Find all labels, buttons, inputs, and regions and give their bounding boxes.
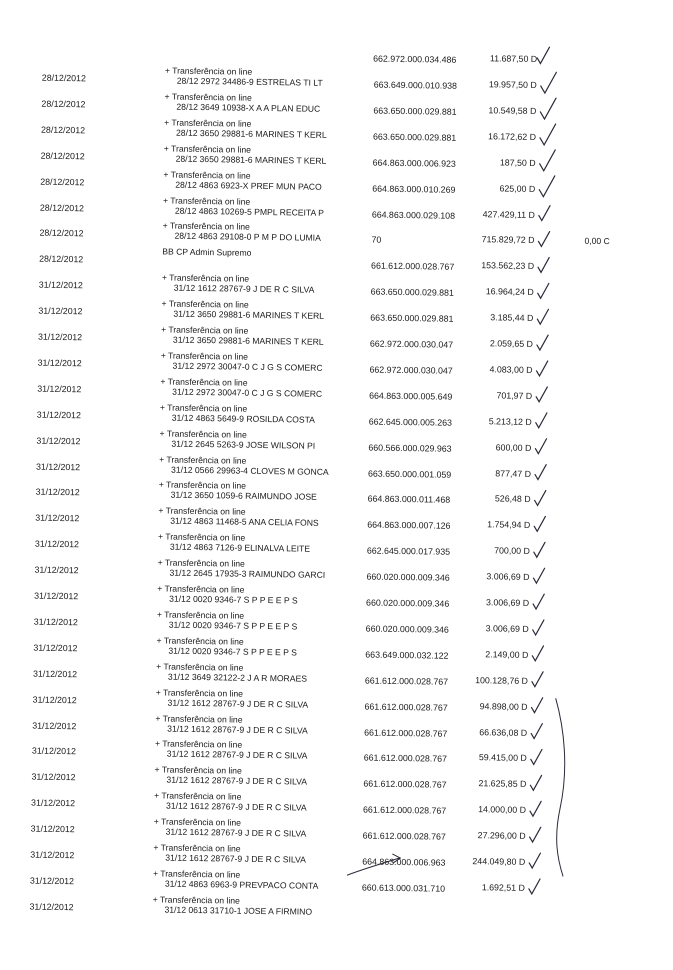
row-account: 660.020.000.009.346 <box>365 623 449 635</box>
row-account: 664.863.000.006.923 <box>372 157 456 169</box>
row-amount: 427.429,11 D <box>482 208 535 220</box>
row-date: 31/12/2012 <box>37 357 82 369</box>
row-date: 31/12/2012 <box>36 461 81 472</box>
row-detail: 31/12 1612 28767-9 J DE R C SILVA <box>166 774 308 787</box>
check-mark-icon <box>537 335 548 350</box>
row-date: 31/12/2012 <box>38 305 83 317</box>
row-amount: 2.059,65 D <box>489 338 534 349</box>
check-mark-icon <box>540 98 556 119</box>
check-mark-icon <box>535 490 546 505</box>
row-amount: 715.829,72 D <box>481 234 535 246</box>
check-mark-icon <box>537 309 548 324</box>
row-type: + Transferência on line <box>159 402 248 414</box>
row-type: + Transferência on line <box>163 143 252 155</box>
row-date: 31/12/2012 <box>32 668 78 679</box>
row-detail: 31/12 4863 5649-9 ROSILDA COSTA <box>171 412 316 425</box>
row-type: + Transferência on line <box>156 661 244 673</box>
row-type: + Transferência on line <box>160 376 248 388</box>
check-mark-icon <box>530 827 541 842</box>
row-type: + Transferência on line <box>152 868 241 880</box>
row-detail: 31/12 3650 1059-6 RAIMUNDO JOSE <box>170 489 317 503</box>
row-type: + Transferência on line <box>154 738 243 751</box>
check-mark-icon <box>533 594 544 609</box>
row-detail: 28/12 3649 10938-X A A PLAN EDUC <box>176 101 321 114</box>
row-amount: 1.692,51 D <box>481 882 525 893</box>
row-detail: 31/12 0020 9346-7 S P P E E P S <box>169 593 298 606</box>
row-type: + Transferência on line <box>152 894 240 906</box>
row-date: 31/12/2012 <box>31 745 76 757</box>
row-date: 28/12/2012 <box>39 202 85 213</box>
row-account: 661.612.000.028.767 <box>371 260 455 273</box>
row-amount: 187,50 D <box>499 157 536 168</box>
row-amount: 66.636,08 D <box>479 726 528 738</box>
row-detail: 31/12 0566 29963-4 CLOVES M GONCA <box>170 464 329 477</box>
row-date: 31/12/2012 <box>34 564 79 576</box>
row-type: + Transferência on line <box>156 635 244 647</box>
row-detail: 28/12 3650 29881-6 MARINES T KERL <box>175 153 327 166</box>
row-date: 31/12/2012 <box>29 875 75 887</box>
row-amount: 3.006,69 D <box>486 571 530 583</box>
row-detail: 31/12 0020 9346-7 S P P E E P S <box>168 645 297 658</box>
row-account: 663.650.000.029.881 <box>372 131 457 143</box>
check-mark-icon <box>536 361 547 376</box>
row-type: + Transferência on line <box>158 505 246 517</box>
row-type: + Transferência on line <box>161 272 250 284</box>
check-mark-icon <box>536 413 547 428</box>
row-amount: 21.625,85 D <box>478 778 527 790</box>
row-type: + Transferência on line <box>157 531 246 543</box>
row-detail: 31/12 0020 9346-7 S P P E E P S <box>168 619 298 632</box>
row-account: 663.650.000.029.881 <box>370 312 454 324</box>
row-date: 28/12/2012 <box>41 124 86 136</box>
row-amount: 10.549,58 D <box>488 105 537 116</box>
row-account: 70 <box>371 234 382 246</box>
check-mark-icon <box>530 801 541 816</box>
row-detail: 31/12 1612 28767-9 J DE R C SILVA <box>165 826 307 839</box>
row-account: 663.650.000.029.881 <box>370 286 454 298</box>
row-date: 31/12/2012 <box>29 901 74 912</box>
row-amount: 14.000,00 D <box>478 804 527 816</box>
row-amount: 526,48 D <box>494 493 531 505</box>
row-type: + Transferência on line <box>154 764 242 776</box>
row-type: + Transferência on line <box>163 169 251 181</box>
row-date: 31/12/2012 <box>32 694 77 705</box>
row-account: 661.612.000.028.767 <box>363 778 447 791</box>
check-mark-icon <box>534 516 545 531</box>
row-type: + Transferência on line <box>156 609 245 621</box>
row-date: 31/12/2012 <box>37 383 82 395</box>
check-mark-icon <box>535 464 546 479</box>
row-date: 31/12/2012 <box>30 823 75 835</box>
row-account: 662.972.000.030.047 <box>369 338 454 350</box>
row-type: + Transferência on line <box>164 117 252 129</box>
row-account: 660.566.000.029.963 <box>368 442 452 454</box>
row-amount: 877,47 D <box>495 467 532 479</box>
row-detail: 28/12 4863 29108-0 P M P DO LUMIA <box>174 231 321 244</box>
row-account: 660.613.000.031.710 <box>361 882 446 894</box>
row-detail: 31/12 3650 29881-6 MARINES T KERL <box>173 308 325 321</box>
row-amount: 3.006,69 D <box>485 623 529 634</box>
row-amount: 700,00 D <box>494 545 530 557</box>
row-account: 662.645.000.005.263 <box>368 416 453 428</box>
row-type: + Transferência on line <box>162 194 251 207</box>
row-amount: 16.964,24 D <box>485 286 534 298</box>
row-amount: 5.213,12 D <box>488 415 532 427</box>
row-detail: 31/12 1612 28767-9 J DE R C SILVA <box>167 697 309 710</box>
row-amount: 1.754,94 D <box>487 519 531 531</box>
row-type: + Transferência on line <box>153 816 242 828</box>
row-amount: 244.049,80 D <box>472 856 526 867</box>
row-date: 31/12/2012 <box>37 331 83 343</box>
row-account: 663.649.000.010.938 <box>373 79 458 91</box>
check-mark-icon <box>529 853 540 868</box>
row-account: 661.612.000.028.767 <box>364 701 448 713</box>
row-account: 664.863.000.010.269 <box>372 183 456 195</box>
row-type: + Transferência on line <box>153 842 241 854</box>
row-date: 28/12/2012 <box>40 150 85 161</box>
row-amount: 94.898,00 D <box>479 700 528 712</box>
row-amount: 27.296,00 D <box>477 830 526 841</box>
row-account: 662.645.000.017.935 <box>366 545 451 557</box>
check-mark-icon <box>537 47 549 64</box>
row-amount: 19.957,50 D <box>488 79 537 90</box>
row-amount: 600,00 D <box>495 441 532 453</box>
side-balance: 0,00 C <box>584 235 610 247</box>
row-detail: 31/12 1612 28767-9 J DE R C SILVA <box>167 723 308 736</box>
row-detail: 31/12 2972 30047-0 C J G S COMERC <box>172 360 323 373</box>
check-mark-icon <box>540 124 556 145</box>
row-detail: 31/12 4863 6963-9 PREVPACO CONTA <box>164 878 319 891</box>
check-mark-icon <box>532 646 543 661</box>
row-date: 31/12/2012 <box>35 512 80 524</box>
row-date: 28/12/2012 <box>39 228 84 239</box>
row-detail: 31/12 3649 32122-2 J A R MORAES <box>167 671 308 684</box>
bracket-mark-icon <box>553 698 566 876</box>
row-date: 28/12/2012 <box>39 253 84 265</box>
row-type: + Transferência on line <box>160 350 248 362</box>
row-date: 28/12/2012 <box>40 176 85 187</box>
header-amount: 11.687,50 D <box>489 53 538 64</box>
row-amount: 59.415,00 D <box>478 752 527 764</box>
arrow-mark-icon <box>347 853 400 876</box>
check-mark-icon <box>538 257 549 272</box>
row-account: 664.863.000.029.108 <box>371 209 456 221</box>
row-detail: 31/12 2972 30047-0 C J G S COMERC <box>172 386 323 399</box>
row-date: 31/12/2012 <box>34 538 80 550</box>
check-mark-icon <box>536 387 547 402</box>
row-date: 31/12/2012 <box>31 771 76 783</box>
row-amount: 4.083,00 D <box>489 364 533 375</box>
row-account: 661.612.000.028.767 <box>363 752 448 765</box>
check-mark-icon <box>531 749 542 764</box>
row-type: + Transferência on line <box>157 557 245 569</box>
check-mark-icon <box>538 231 549 246</box>
check-mark-icon <box>534 542 545 557</box>
row-account: 660.020.000.009.346 <box>366 597 450 609</box>
row-detail: 28/12 4863 10269-5 PMPL RECEITA P <box>174 205 325 218</box>
row-detail: 31/12 2645 5263-9 JOSE WILSON PI <box>171 438 316 451</box>
row-type: + Transferência on line <box>162 220 250 233</box>
row-date: 31/12/2012 <box>36 409 81 420</box>
row-type: + Transferência on line <box>164 65 253 77</box>
row-amount: 2.149,00 D <box>485 649 529 660</box>
check-mark-icon <box>530 775 541 790</box>
row-detail: 28/12 4863 6923-X PREF MUN PACO <box>175 179 322 192</box>
row-account: 663.649.000.032.122 <box>365 649 449 661</box>
row-account: 664.863.000.006.963 <box>362 856 446 868</box>
row-account: 661.612.000.028.767 <box>362 830 446 842</box>
row-amount: 701,97 D <box>496 390 533 401</box>
row-account: 661.612.000.028.767 <box>362 804 447 816</box>
row-detail: 31/12 1612 28767-9 J DE R C SILVA <box>166 748 308 762</box>
row-date: 31/12/2012 <box>36 435 81 446</box>
row-detail: 31/12 1612 28767-9 J DE R C SILVA <box>165 800 307 813</box>
row-detail: 31/12 1612 28767-9 J DE R C SILVA <box>173 282 315 295</box>
row-detail: 31/12 1612 28767-9 J DE R C SILVA <box>165 852 306 865</box>
row-type: + Transferência on line <box>155 712 243 725</box>
row-date: 28/12/2012 <box>41 72 86 84</box>
check-mark-icon <box>538 283 549 298</box>
row-amount: 153.562,23 D <box>481 260 535 272</box>
row-detail: 28/12 3650 29881-6 MARINES T KERL <box>175 127 327 140</box>
row-type: + Transferência on line <box>164 91 252 103</box>
row-account: 662.972.000.030.047 <box>369 364 453 376</box>
row-amount: 100.128,76 D <box>475 674 529 686</box>
row-account: 664.863.000.011.468 <box>367 493 451 506</box>
row-amount: 625,00 D <box>499 183 536 194</box>
check-mark-icon <box>532 672 543 687</box>
row-date: 31/12/2012 <box>35 486 80 498</box>
check-mark-icon <box>529 879 540 894</box>
row-account: 661.612.000.028.767 <box>364 726 448 739</box>
row-account: 664.863.000.007.126 <box>367 519 451 532</box>
row-type: BB CP Admin Supremo <box>162 246 252 259</box>
row-date: 31/12/2012 <box>32 720 77 731</box>
check-mark-icon <box>533 620 544 635</box>
row-amount: 3.185,44 D <box>490 312 534 324</box>
row-type: + Transferência on line <box>161 324 249 336</box>
header-account: 662.972.000.034.486 <box>373 53 457 65</box>
row-date: 31/12/2012 <box>34 590 79 602</box>
row-date: 31/12/2012 <box>38 279 83 291</box>
row-type: + Transferência on line <box>154 790 242 802</box>
check-mark-icon <box>533 568 544 583</box>
row-detail: 31/12 3650 29881-6 MARINES T KERL <box>172 334 324 347</box>
check-mark-icon <box>531 723 542 738</box>
row-account: 661.612.000.028.767 <box>364 675 449 687</box>
row-account: 663.650.000.001.059 <box>367 468 452 480</box>
check-mark-icon <box>541 72 557 93</box>
check-mark-icon <box>535 439 546 454</box>
row-type: + Transferência on line <box>158 479 247 492</box>
row-account: 660.020.000.009.346 <box>366 571 450 583</box>
row-date: 31/12/2012 <box>30 849 75 861</box>
row-type: + Transferência on line <box>155 686 244 699</box>
row-type: + Transferência on line <box>159 428 247 440</box>
row-amount: 3.006,69 D <box>485 597 530 608</box>
row-amount: 16.172,62 D <box>488 131 537 142</box>
row-type: + Transferência on line <box>159 453 247 466</box>
row-detail: 31/12 2645 17935-3 RAIMUNDO GARCI <box>169 567 326 580</box>
row-date: 31/12/2012 <box>33 616 78 628</box>
row-account: 663.650.000.029.881 <box>373 105 457 117</box>
row-detail: 28/12 2972 34486-9 ESTRELAS TI LT <box>176 75 323 88</box>
row-date: 28/12/2012 <box>41 98 86 110</box>
row-detail: 31/12 4863 11468-5 ANA CELIA FONS <box>170 515 319 529</box>
row-date: 31/12/2012 <box>31 797 76 809</box>
check-mark-icon <box>531 698 542 713</box>
row-type: + Transferência on line <box>161 298 249 310</box>
row-date: 31/12/2012 <box>33 642 78 654</box>
row-account: 664.863.000.005.649 <box>369 390 453 402</box>
check-mark-icon <box>540 150 556 171</box>
check-mark-icon <box>539 206 550 221</box>
row-detail: 31/12 0613 31710-1 JOSE A FIRMINO <box>164 904 313 917</box>
check-mark-icon <box>539 176 555 197</box>
row-type: + Transferência on line <box>157 583 245 595</box>
row-detail: 31/12 4863 7126-9 ELINALVA LEITE <box>169 541 311 554</box>
